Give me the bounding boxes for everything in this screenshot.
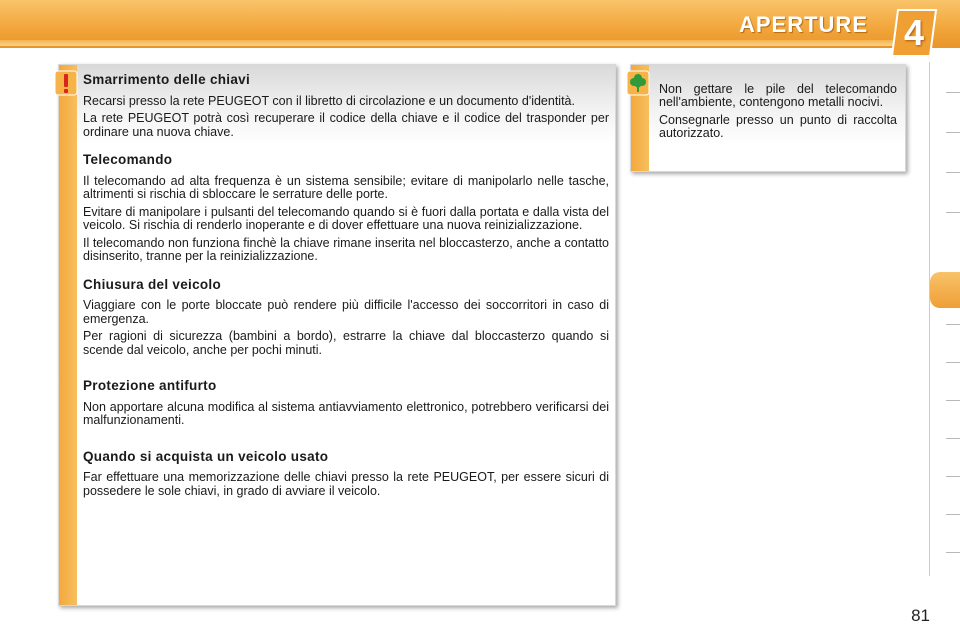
eco-paragraph: Non gettare le pile del telecomando nell'ambiente, contengono metalli nocivi. xyxy=(659,82,897,109)
section-paragraph: Il telecomando ad alta frequenza è un sistema sensibile; evitare di manipolarlo nelle tasche, altrimenti si rischia di sbloccare le serrature delle porte. xyxy=(83,173,609,201)
section-paragraph: Evitare di manipolare i pulsanti del telecomando quando si è fuori dalla portata e dalla vista del veicolo. Si rischia di renderlo inoperante e di dover effettuare una nuova reinizializzazione. xyxy=(83,204,609,232)
section-title: Telecomando xyxy=(83,152,173,167)
section-paragraph: Per ragioni di sicurezza (bambini a bordo), estrarre la chiave dal bloccasterzo quando si scende dal veicolo, anche per pochi minuti. xyxy=(83,329,609,357)
eco-info-panel xyxy=(630,64,906,172)
section-title: Smarrimento delle chiavi xyxy=(83,72,251,87)
chapter-index-sidebar xyxy=(929,62,960,576)
index-tick xyxy=(946,438,960,439)
main-panel-content xyxy=(83,69,609,498)
chapter-number: 4 xyxy=(903,12,925,53)
section-paragraph: La rete PEUGEOT potrà così recuperare il codice della chiave e il codice del trasponder per ordinare una nuova chiave. xyxy=(83,111,609,139)
index-tick xyxy=(946,552,960,553)
index-tick xyxy=(946,92,960,93)
main-info-panel xyxy=(58,64,616,606)
section-title: Protezione antifurto xyxy=(83,378,217,393)
header-underline xyxy=(0,40,900,46)
index-tick xyxy=(946,362,960,363)
section-paragraph: Viaggiare con le porte bloccate può rendere più difficile l'accesso dei soccorritori in caso di emergenza. xyxy=(83,298,609,326)
eco-paragraph: Consegnarle presso un punto di raccolta autorizzato. xyxy=(659,113,897,140)
eco-panel-content xyxy=(659,83,897,140)
index-tick xyxy=(946,132,960,133)
index-tick xyxy=(946,400,960,401)
section-title: Chiusura del veicolo xyxy=(83,276,222,292)
chapter-title: APERTURE xyxy=(738,12,868,37)
eco-tree-icon xyxy=(626,70,650,96)
index-tick xyxy=(946,514,960,515)
index-tick xyxy=(946,212,960,213)
section-paragraph: Il telecomando non funziona finchè la chiave rimane inserita nel bloccasterzo, anche a contatto disinserito, tranne per la reinizializzazione. xyxy=(83,235,609,263)
index-tick xyxy=(946,324,960,325)
section-paragraph: Far effettuare una memorizzazione delle chiavi presso la rete PEUGEOT, per essere sicuri di possedere le sole chiavi, in grado di avviare il veicolo. xyxy=(83,470,609,498)
active-chapter-tab[interactable] xyxy=(930,272,960,308)
page-number: 81 xyxy=(911,606,930,625)
warning-exclamation-icon xyxy=(54,70,78,96)
section-paragraph: Recarsi presso la rete PEUGEOT con il libretto di circolazione e un documento d'identità. xyxy=(83,93,575,108)
index-tick xyxy=(946,476,960,477)
chapter-badge xyxy=(888,8,940,58)
section-title: Quando si acquista un veicolo usato xyxy=(83,448,329,464)
section-paragraph: Non apportare alcuna modifica al sistema antiavviamento elettronico, potrebbero verificarsi dei malfunzionamenti. xyxy=(83,399,609,427)
panel-accent-stripe xyxy=(59,65,77,605)
index-tick xyxy=(946,172,960,173)
